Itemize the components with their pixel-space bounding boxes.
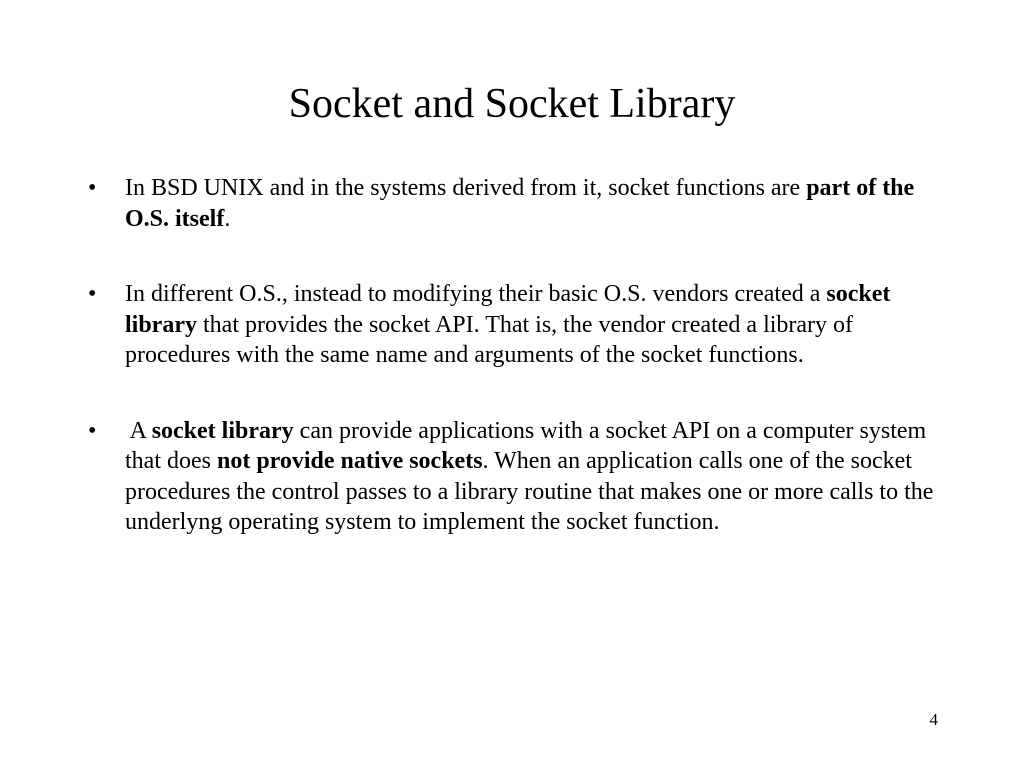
bullet-item-3 <box>88 416 948 538</box>
bullet-icon: • <box>88 417 97 444</box>
emphasis-text: not provide native sockets <box>216 448 483 474</box>
bullet-list <box>88 173 948 538</box>
slide-title: Socket and Socket Library <box>288 81 736 127</box>
page-number: 4 <box>929 710 938 729</box>
bullet-icon: • <box>88 281 97 307</box>
bullet-icon: • <box>88 175 97 201</box>
bullet-text: A socket library can provide applications with a socket API on a computer system that does not provide native sockets. When an application calls one of the socket procedures the control passes to a library routine that makes one or more calls to the underlyng operating system to implement the socket function. <box>125 417 934 535</box>
bullet-text: In BSD UNIX and in the systems derived from it, socket functions are part of the O.S. itself. <box>125 175 915 232</box>
emphasis-text: socket library <box>125 281 891 338</box>
bullet-text: In different O.S., instead to modifying their basic O.S. vendors created a socket library that provides the socket API. That is, the vendor created a library of procedures with the same name and arguments of the socket functions. <box>125 281 891 368</box>
emphasis-text: part of the O.S. itself <box>125 175 915 232</box>
bullet-item-1 <box>88 173 948 234</box>
emphasis-text: socket library <box>151 417 294 444</box>
bullet-item-2 <box>88 279 948 371</box>
